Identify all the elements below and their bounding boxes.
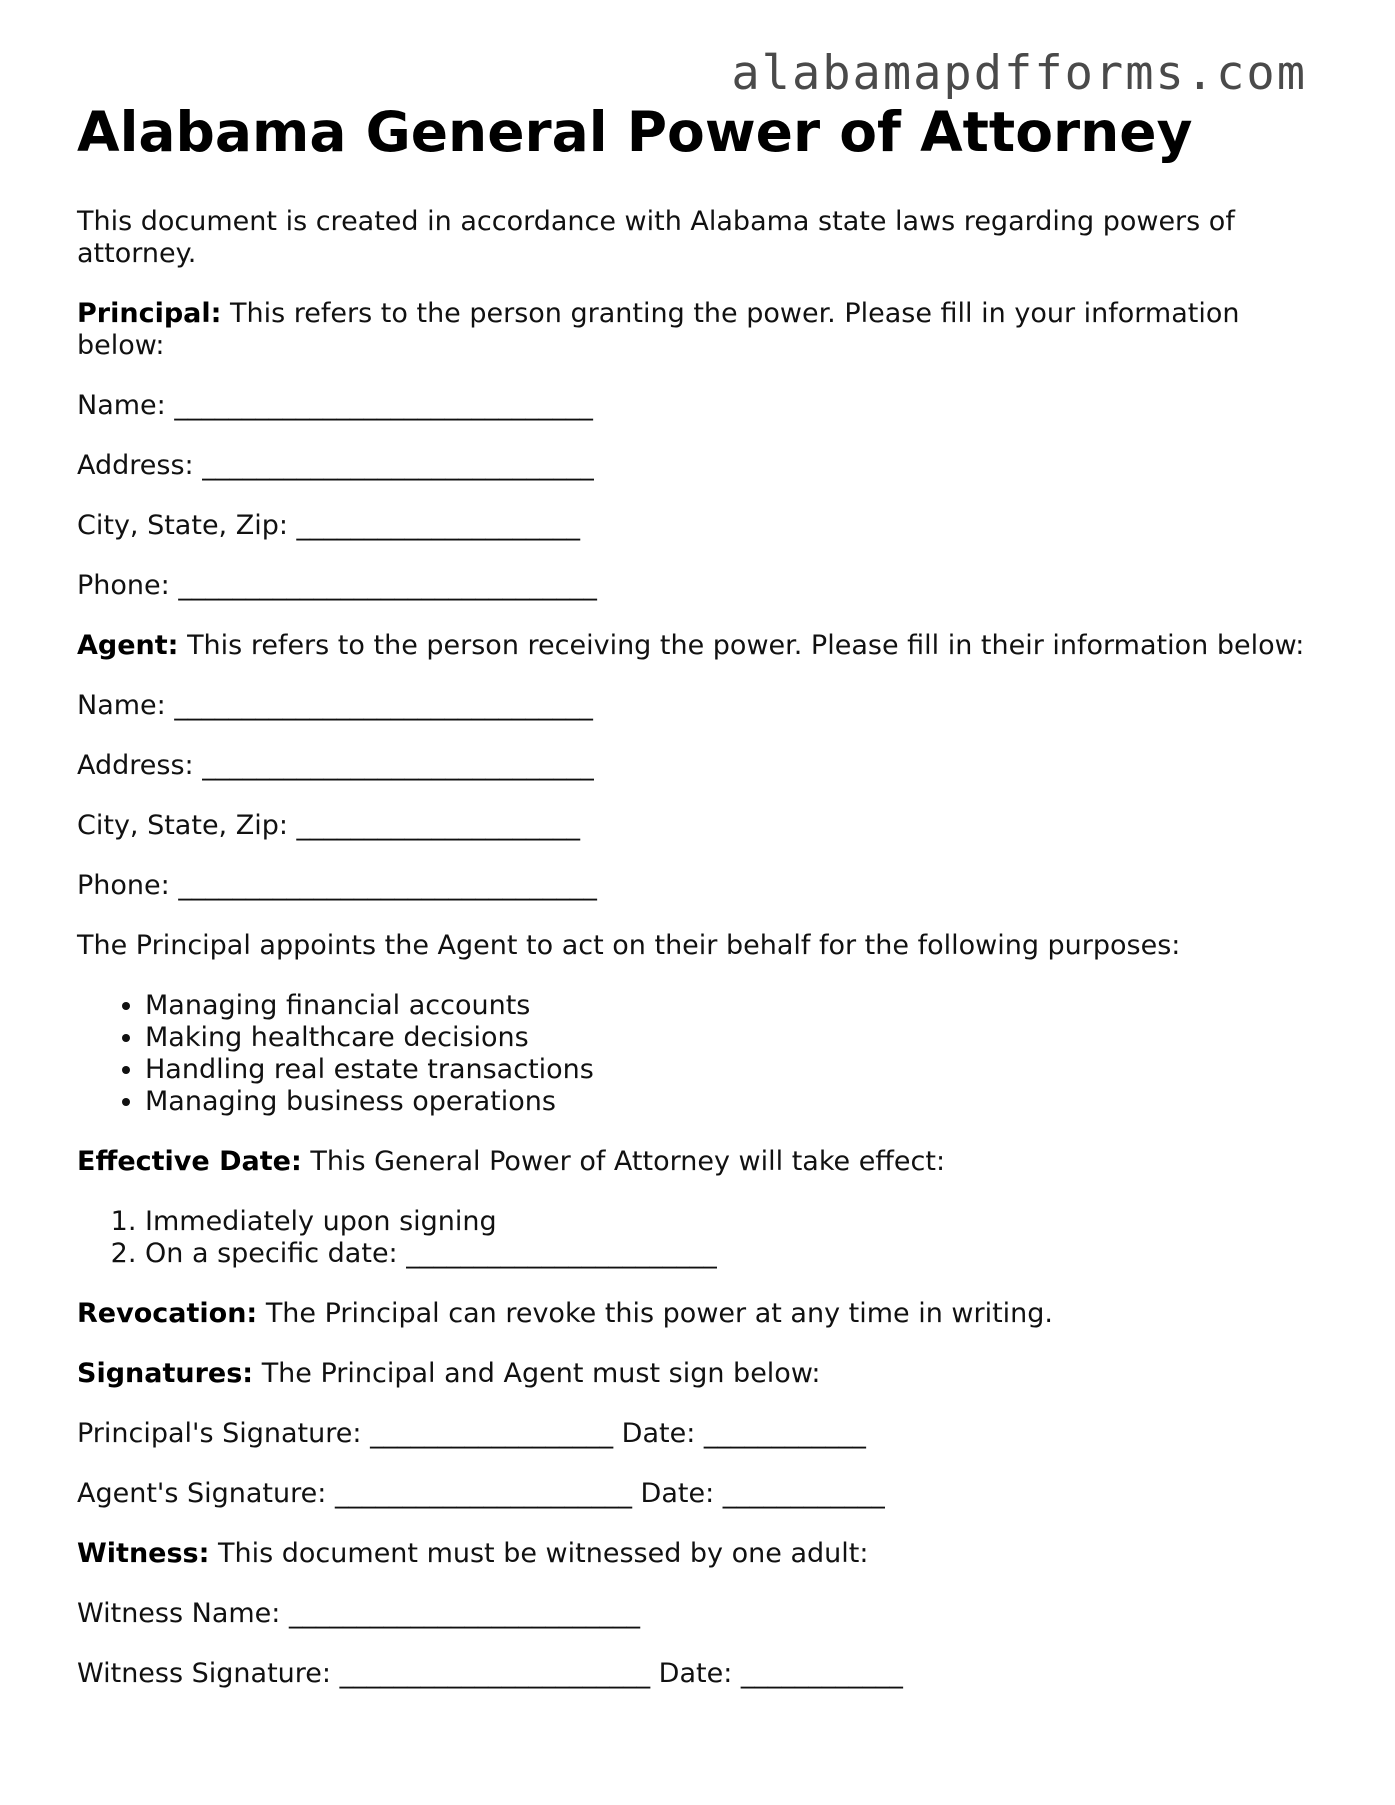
field-label: City, State, Zip: [77, 810, 288, 841]
principal-phone-line[interactable]: _______________________________ [178, 570, 597, 601]
witness-date-line[interactable]: ____________ [740, 1658, 903, 1689]
list-item: • Making healthcare decisions [145, 1022, 1317, 1054]
field-label: Name: [77, 690, 166, 721]
witness-signature-label: Witness Signature: [77, 1658, 331, 1689]
effective-date-section [77, 1146, 1317, 1178]
agent-phone-line[interactable]: _______________________________ [178, 870, 597, 901]
field-label: Name: [77, 390, 166, 421]
principal-phone-field[interactable] [77, 570, 1317, 602]
field-label: Address: [77, 750, 194, 781]
effective-date-heading: Effective Date: [77, 1146, 302, 1177]
agent-address-line[interactable]: _____________________________ [202, 750, 594, 781]
principal-address-line[interactable]: _____________________________ [202, 450, 594, 481]
revocation-description: The Principal can revoke this power at any time in writing. [265, 1298, 1054, 1329]
document-page [77, 96, 1317, 1718]
list-item: • Managing business operations [145, 1086, 1317, 1118]
agent-signature-label: Agent's Signature: [77, 1478, 327, 1509]
signatures-heading: Signatures: [77, 1358, 254, 1389]
principal-city-state-zip-line[interactable]: _____________________ [296, 510, 581, 541]
witness-description: This document must be witnessed by one adult: [218, 1538, 869, 1569]
principal-address-field[interactable] [77, 450, 1317, 482]
principal-name-field[interactable] [77, 390, 1317, 422]
revocation-heading: Revocation: [77, 1298, 258, 1329]
effective-date-description: This General Power of Attorney will take effect: [310, 1146, 946, 1177]
principal-name-line[interactable]: _______________________________ [174, 390, 593, 421]
principal-signature-row[interactable] [77, 1418, 1317, 1450]
field-label: City, State, Zip: [77, 510, 288, 541]
principal-date-line[interactable]: ____________ [703, 1418, 866, 1449]
agent-date-line[interactable]: ____________ [722, 1478, 885, 1509]
principal-description: This refers to the person granting the power. Please fill in your information below: [77, 298, 1240, 361]
witness-date-label: Date: [658, 1658, 733, 1689]
signatures-description: The Principal and Agent must sign below: [261, 1358, 821, 1389]
agent-name-field[interactable] [77, 690, 1317, 722]
witness-name-label: Witness Name: [77, 1598, 281, 1629]
field-label: Phone: [77, 870, 170, 901]
field-label: Phone: [77, 570, 170, 601]
principal-heading: Principal: [77, 298, 222, 329]
field-label: Address: [77, 450, 194, 481]
principal-city-state-zip-field[interactable] [77, 510, 1317, 542]
list-item: • Managing financial accounts [145, 990, 1317, 1022]
principal-signature-line[interactable]: __________________ [370, 1418, 614, 1449]
agent-date-label: Date: [640, 1478, 715, 1509]
effective-date-options [77, 1206, 1317, 1270]
principal-section-intro [77, 298, 1317, 362]
agent-section-intro [77, 630, 1317, 662]
agent-description: This refers to the person receiving the power. Please fill in their information below: [187, 630, 1305, 661]
intro-paragraph: This document is created in accordance with Alabama state laws regarding powers of attorney. [77, 206, 1235, 269]
list-item: • Handling real estate transactions [145, 1054, 1317, 1086]
agent-address-field[interactable] [77, 750, 1317, 782]
principal-date-label: Date: [621, 1418, 696, 1449]
effective-option-immediate: 1. Immediately upon signing [145, 1206, 1317, 1238]
revocation-section [77, 1298, 1317, 1330]
agent-city-state-zip-field[interactable] [77, 810, 1317, 842]
agent-heading: Agent: [77, 630, 179, 661]
document-title: Alabama General Power of Attorney [77, 100, 1193, 164]
witness-heading: Witness: [77, 1538, 210, 1569]
agent-signature-row[interactable] [77, 1478, 1317, 1510]
signatures-section [77, 1358, 1317, 1390]
effective-option-specific-date[interactable]: 2. On a specific date: _______________________ [145, 1238, 1317, 1270]
purposes-intro: The Principal appoints the Agent to act on their behalf for the following purposes: [77, 930, 1181, 961]
principal-signature-label: Principal's Signature: [77, 1418, 362, 1449]
witness-signature-row[interactable] [77, 1658, 1317, 1690]
witness-name-line[interactable]: __________________________ [288, 1598, 640, 1629]
witness-name-row[interactable] [77, 1598, 1317, 1630]
witness-signature-line[interactable]: _______________________ [339, 1658, 651, 1689]
agent-phone-field[interactable] [77, 870, 1317, 902]
watermark: alabamapdfforms.com [731, 46, 1307, 101]
agent-signature-line[interactable]: ______________________ [334, 1478, 632, 1509]
witness-section [77, 1538, 1317, 1570]
purposes-list [77, 990, 1317, 1118]
agent-name-line[interactable]: _______________________________ [174, 690, 593, 721]
agent-city-state-zip-line[interactable]: _____________________ [296, 810, 581, 841]
